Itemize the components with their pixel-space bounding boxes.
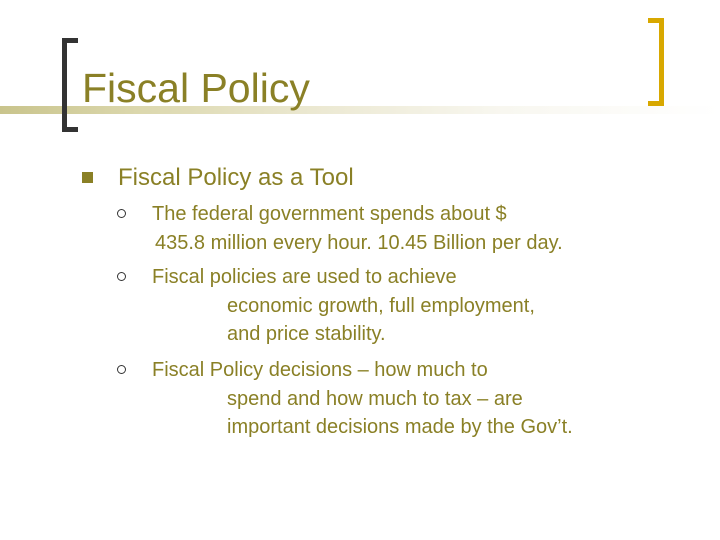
- circle-bullet-icon: [117, 365, 126, 374]
- sub-item-2-line-2: economic growth, full employment,: [227, 295, 535, 317]
- sub-item-3-line-1: Fiscal Policy decisions – how much to: [152, 359, 488, 381]
- left-bracket-decoration: [62, 38, 78, 132]
- sub-item-3-line-2: spend and how much to tax – are: [227, 388, 523, 410]
- circle-bullet-icon: [117, 209, 126, 218]
- bullet-text: Fiscal Policy as a Tool: [118, 164, 354, 191]
- sub-item-2-line-3: and price stability.: [227, 323, 386, 345]
- square-bullet-icon: [82, 172, 93, 183]
- slide-title: Fiscal Policy: [82, 65, 310, 111]
- sub-item-2-line-1: Fiscal policies are used to achieve: [152, 266, 457, 288]
- sub-item-1-line-1: The federal government spends about $: [152, 203, 507, 225]
- circle-bullet-icon: [117, 272, 126, 281]
- sub-item-3-line-3: important decisions made by the Gov’t.: [227, 416, 573, 438]
- sub-item-1-line-2: 435.8 million every hour. 10.45 Billion per day.: [155, 232, 563, 254]
- right-bracket-decoration: [648, 18, 664, 106]
